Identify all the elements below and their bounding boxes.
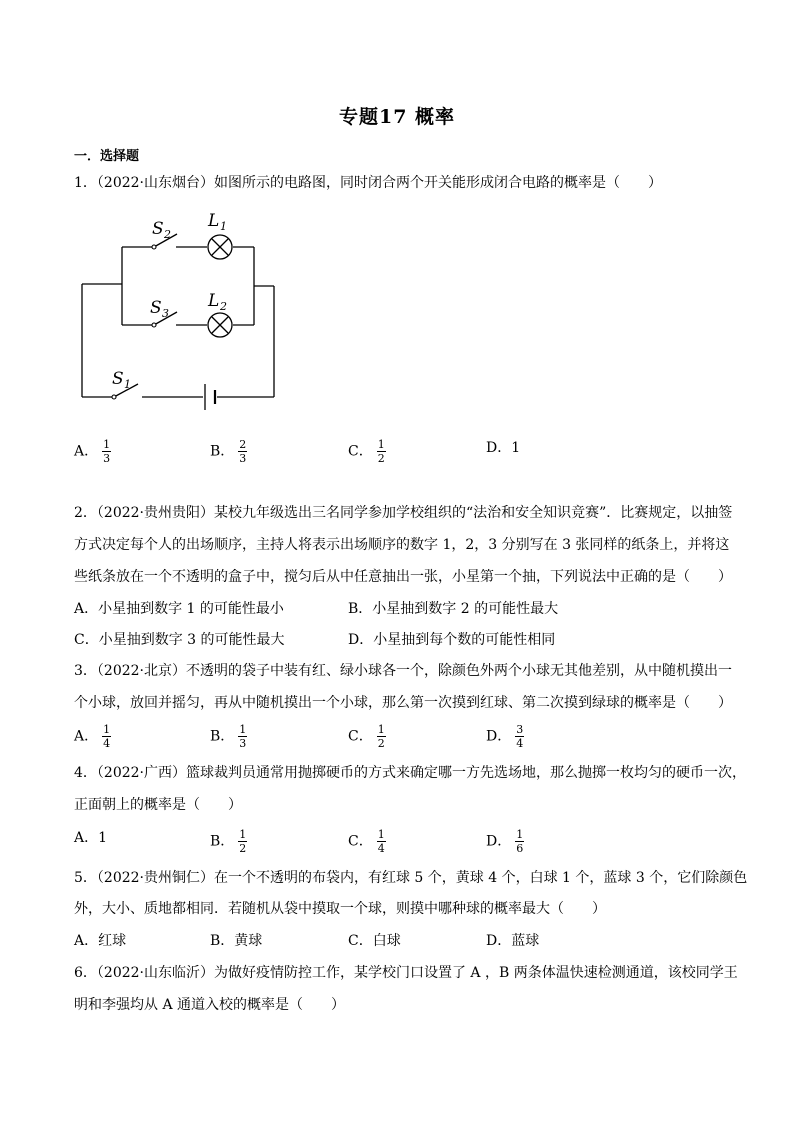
label-s2-sub: 2 [164,228,171,241]
question-2-line-3: 些纸条放在一个不透明的盒子中，搅匀后从中任意抽出一张，小星第一个抽，下列说法中正确的是（ ） [74,569,732,585]
q5-option-c[interactable]: C．白球 [348,933,401,949]
q2-option-b[interactable]: B．小星抽到数字 2 的可能性最大 [348,601,559,617]
label-s3: S [150,298,162,318]
label-s3-sub: 3 [162,307,169,320]
label-s2: S [152,219,164,239]
q3-option-b[interactable]: B． $\frac{1}{3}$ [210,723,247,750]
page-title: 专题17 概率 [338,106,456,128]
label-l2: L [208,291,220,311]
fraction: $\frac{1}{6}$ [516,828,524,855]
question-6-line-2: 明和李强均从 A 通道入校的概率是（ ） [74,997,346,1013]
q1-option-d[interactable]: D．1 [486,440,521,456]
question-1-text: 1．（2022·山东烟台）如图所示的电路图，同时闭合两个开关能形成闭合电路的概率是（ ） [74,175,662,191]
q1-option-b[interactable]: B． $\frac{2}{3}$ [210,438,247,465]
fraction: $\frac{1}{2}$ [377,723,385,750]
fraction: $\frac{3}{4}$ [516,723,524,750]
q3-option-c[interactable]: C． $\frac{1}{2}$ [348,723,385,750]
q2-option-a[interactable]: A．小星抽到数字 1 的可能性最小 [74,601,284,617]
fraction: $\frac{1}{2}$ [239,828,247,855]
q5-option-d[interactable]: D．蓝球 [486,933,540,949]
fraction: $\frac{2}{3}$ [239,438,247,465]
fraction: $\frac{1}{4}$ [377,828,385,855]
question-3-line-2: 个小球，放回并摇匀，再从中随机摸出一个小球，那么第一次摸到红球、第二次摸到绿球的概率是（ ） [74,695,732,711]
q4-option-a[interactable]: A．1 [74,830,108,846]
q5-option-b[interactable]: B．黄球 [210,933,263,949]
q3-option-a[interactable]: A． $\frac{1}{4}$ [74,723,111,750]
q2-option-d[interactable]: D．小星抽到每个数的可能性相同 [348,632,556,648]
q4-option-c[interactable]: C． $\frac{1}{4}$ [348,828,385,855]
label-l2-sub: 2 [220,300,227,313]
circuit-diagram [74,208,284,418]
question-4-line-1: 4．（2022·广西）篮球裁判员通常用抛掷硬币的方式来确定哪一方先选场地，那么抛掷一枚均匀的硬币一次， [74,765,746,781]
label-s1: S [112,369,124,389]
q3-option-d[interactable]: D． $\frac{3}{4}$ [486,723,524,750]
label-l1: L [208,211,220,231]
fraction: $\frac{1}{2}$ [377,438,385,465]
question-3-line-1: 3．（2022·北京）不透明的袋子中装有红、绿小球各一个，除颜色外两个小球无其他差别，从中随机摸出一 [74,663,732,679]
question-2-line-2: 方式决定每个人的出场顺序，主持人将表示出场顺序的数字 1，2，3 分别写在 3 张同样的纸条上，并将这 [74,537,730,553]
fraction: $\frac{1}{3}$ [103,438,111,465]
section-heading: 一．选择题 [74,149,140,164]
label-s1-sub: 1 [124,378,131,391]
q4-option-b[interactable]: B． $\frac{1}{2}$ [210,828,247,855]
fraction: $\frac{1}{3}$ [239,723,247,750]
label-l1-sub: 1 [220,220,227,233]
q2-option-c[interactable]: C．小星抽到数字 3 的可能性最大 [74,632,285,648]
question-5-line-2: 外，大小、质地都相同．若随机从袋中摸取一个球，则摸中哪种球的概率最大（ ） [74,901,606,917]
q1-option-a[interactable]: A． $\frac{1}{3}$ [74,438,111,465]
question-4-line-2: 正面朝上的概率是（ ） [74,797,242,813]
question-6-line-1: 6．（2022·山东临沂）为做好疫情防控工作，某学校门口设置了 A ，B 两条体温快速检测通道，该校同学王 [74,965,738,981]
q1-option-c[interactable]: C． $\frac{1}{2}$ [348,438,385,465]
question-5-line-1: 5．（2022·贵州铜仁）在一个不透明的布袋内，有红球 5 个，黄球 4 个，白球 1 个，蓝球 3 个，它们除颜色 [74,870,748,886]
q5-option-a[interactable]: A．红球 [74,933,127,949]
question-2-line-1: 2．（2022·贵州贵阳）某校九年级选出三名同学参加学校组织的“法治和安全知识竞赛”．比赛规定，以抽签 [74,505,733,521]
q4-option-d[interactable]: D． $\frac{1}{6}$ [486,828,524,855]
fraction: $\frac{1}{4}$ [103,723,111,750]
